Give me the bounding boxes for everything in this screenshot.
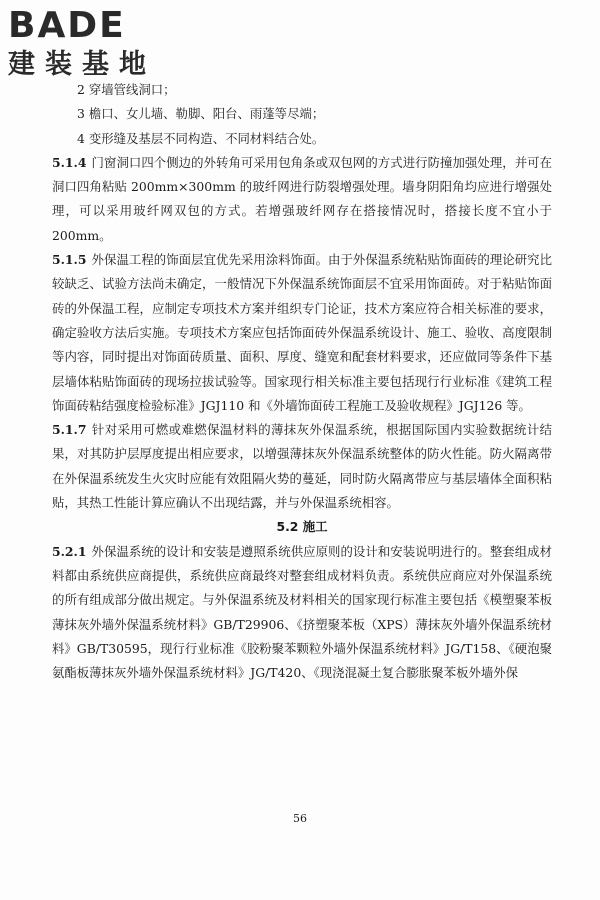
logo-subtitle: 建装基地 bbox=[8, 49, 156, 80]
clause-number: 5.2.1 bbox=[52, 543, 87, 559]
logo-wordmark: BADE bbox=[8, 5, 126, 46]
clause-text: 门窗洞口四个侧边的外转角可采用包角条或双包网的方式进行防撞加强处理，并可在洞口四角粘贴 200mm×300mm 的玻纤网进行防裂增强处理。墙身阴阳角均应进行增强处理，可以采用玻纤网双包的方式。若增强玻纤网存在搭接情况时，搭接长度不宜小于 200mm。 bbox=[52, 154, 552, 243]
document-body bbox=[52, 78, 552, 685]
clause-5-1-4 bbox=[52, 151, 552, 248]
section-title: 5.2 施工 bbox=[276, 519, 328, 535]
clause-text: 外保温工程的饰面层宜优先采用涂料饰面。由于外保温系统粘贴饰面砖的理论研究比较缺乏、试验方法尚未确定，一般情况下外保温系统饰面层不宜采用饰面砖。对于粘贴饰面砖的外保温工程，应制定专项技术方案并组织专门论证，技术方案应符合相关标准的要求，确定验收方法后实施。专项技术方案应包括饰面砖外保温系统设计、施工、验收、高度限制等内容，同时提出对饰面砖质量、面积、厚度、缝宽和配套材料要求，还应做同等条件下基层墙体粘贴饰面砖的现场拉拔试验等。国家现行相关标准主要包括现行行业标准《建筑工程饰面砖粘结强度检验标准》JGJ110 和《外墙饰面砖工程施工及验收规程》JGJ126 等。 bbox=[52, 252, 552, 413]
list-item: 4 变形缝及基层不同构造、不同材料结合处。 bbox=[77, 130, 325, 146]
clause-number: 5.1.5 bbox=[52, 252, 87, 268]
list-item: 3 檐口、女儿墙、勒脚、阳台、雨蓬等尽端； bbox=[77, 106, 325, 122]
clause-number: 5.1.7 bbox=[52, 422, 87, 438]
bade-logo bbox=[8, 6, 178, 86]
clause-text: 外保温系统的设计和安装是遵照系统供应原则的设计和安装说明进行的。整套组成材料都由系统供应商提供，系统供应商最终对整套组成材料负责。系统供应商应对外保温系统的所有组成部分做出规定。与外保温系统及材料相关的国家现行标准主要包括《模塑聚苯板薄抹灰外墙外保温系统材料》GB/T29906、《挤塑聚苯板（XPS）薄抹灰外墙外保温系统材料》GB/T30595，现行行业标准《胶粉聚苯颗粒外墙外保温系统材料》JG/T158、《硬泡聚氨酯板薄抹灰外墙外保温系统材料》JG/T420、《现浇混凝土复合膨胀聚苯板外墙外保 bbox=[52, 543, 552, 681]
clause-5-1-5 bbox=[52, 248, 552, 418]
page-number: 56 bbox=[293, 812, 307, 825]
clause-number: 5.1.4 bbox=[52, 154, 87, 170]
list-item: 2 穿墙管线洞口； bbox=[77, 82, 176, 97]
clause-5-2-1 bbox=[52, 540, 552, 686]
clause-5-1-7 bbox=[52, 418, 552, 515]
clause-text: 针对采用可燃或难燃保温材料的薄抹灰外保温系统，根据国际国内实验数据统计结果，对其防护层厚度提出相应要求，以增强薄抹灰外保温系统整体的防火性能。防火隔离带在外保温系统发生火灾时应能有效阻隔火势的蔓延，同时防火隔离带应与基层墙体全面积粘贴，其热工性能计算应确认不出现结露，并与外保温系统相容。 bbox=[52, 422, 552, 511]
